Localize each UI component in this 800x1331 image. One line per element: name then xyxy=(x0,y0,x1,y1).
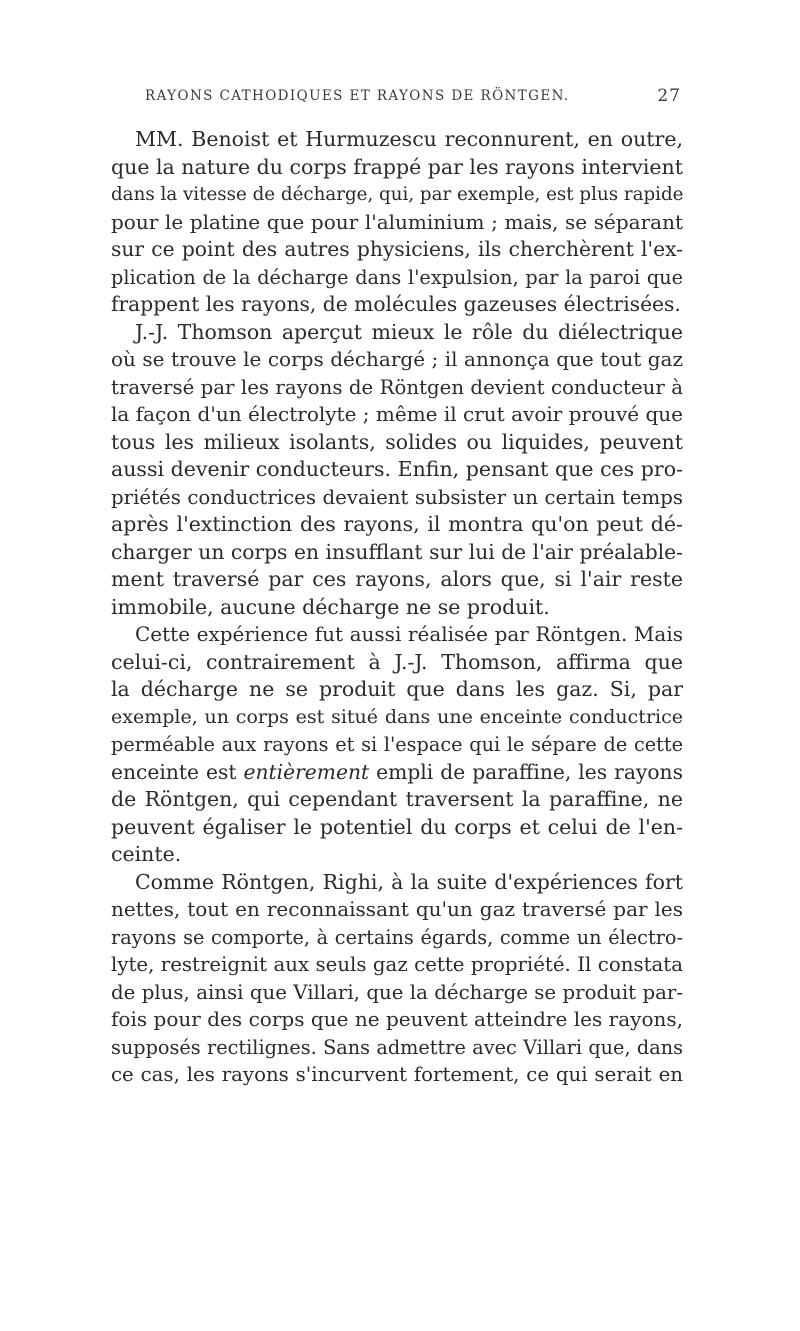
text-line: après l'extinction des rayons, il montra qu'on peut dé- xyxy=(111,512,683,536)
running-head xyxy=(145,88,681,110)
text-line: tous les milieux isolants, solides ou liquides, peuvent xyxy=(111,429,683,454)
text-line: supposés rectilignes. Sans admettre avec Villari que, dans xyxy=(111,1035,683,1059)
text-run: empli de paraffine, les rayons xyxy=(369,759,683,784)
text-line: que la nature du corps frappé par les rayons intervient xyxy=(111,154,683,179)
text-run: enceinte est xyxy=(111,759,244,784)
body-text xyxy=(111,126,683,1089)
text-line: nettes, tout en reconnaissant qu'un gaz traversé par les xyxy=(111,897,683,921)
text-line: priétés conductrices devaient subsister un certain temps xyxy=(111,485,683,509)
text-line: aussi devenir conducteurs. Enfin, pensant que ces pro- xyxy=(111,457,683,481)
text-line: de plus, ainsi que Villari, que la décharge se produit par- xyxy=(111,980,683,1004)
text-line: charger un corps en insufflant sur lui de l'air préalable- xyxy=(111,539,683,564)
italic-word: entièrement xyxy=(243,759,370,784)
text-line: frappent les rayons, de molécules gazeuses électrisées. xyxy=(111,292,681,316)
text-line: de Röntgen, qui cependant traversent la paraffine, ne xyxy=(111,787,683,811)
text-line: peuvent égaliser le potentiel du corps et celui de l'en- xyxy=(111,814,683,839)
text-line: ce cas, les rayons s'incurvent fortement, ce qui serait en xyxy=(111,1063,683,1086)
text-line: immobile, aucune décharge ne se produit. xyxy=(111,594,550,619)
text-line: pour le platine que pour l'aluminium ; mais, se séparant xyxy=(111,209,683,234)
page-number: 27 xyxy=(657,86,681,106)
text-line: la façon d'un électrolyte ; même il crut avoir prouvé que xyxy=(111,402,683,426)
text-line: plication de la décharge dans l'expulsion, par la paroi que xyxy=(111,265,683,289)
running-head-title: RAYONS CATHODIQUES ET RAYONS DE RÖNTGEN. xyxy=(145,88,570,104)
text-line: fois pour des corps que ne peuvent atteindre les rayons, xyxy=(111,1007,683,1031)
text-line: MM. Benoist et Hurmuzescu reconnurent, en outre, xyxy=(135,127,683,151)
text-line: où se trouve le corps déchargé ; il annonça que tout gaz xyxy=(111,347,683,371)
text-line: ment traversé par ces rayons, alors que, si l'air reste xyxy=(111,567,683,591)
text-line: sur ce point des autres physiciens, ils cherchèrent l'ex- xyxy=(111,237,683,261)
text-line-with-italic xyxy=(111,759,683,787)
text-line: lyte, restreignit aux seuls gaz cette propriété. Il constata xyxy=(111,953,683,976)
text-line: J.-J. Thomson aperçut mieux le rôle du diélectrique xyxy=(135,319,683,344)
text-line: exemple, un corps est situé dans une enceinte conductrice xyxy=(111,705,683,728)
text-line: Comme Röntgen, Righi, à la suite d'expériences fort xyxy=(135,869,683,894)
text-line: traversé par les rayons de Röntgen devient conducteur à xyxy=(111,375,683,399)
text-line: Cette expérience fut aussi réalisée par Röntgen. Mais xyxy=(135,622,683,646)
text-line: rayons se comporte, à certains égards, comme un électro- xyxy=(111,925,683,949)
text-line: dans la vitesse de décharge, qui, par exemple, est plus rapide xyxy=(111,184,684,205)
text-line: celui-ci, contrairement à J.-J. Thomson, affirma que xyxy=(111,649,683,674)
text-line: perméable aux rayons et si l'espace qui le sépare de cette xyxy=(111,733,683,756)
text-line: la décharge ne se produit que dans les gaz. Si, par xyxy=(111,677,683,701)
text-line: ceinte. xyxy=(111,842,182,866)
